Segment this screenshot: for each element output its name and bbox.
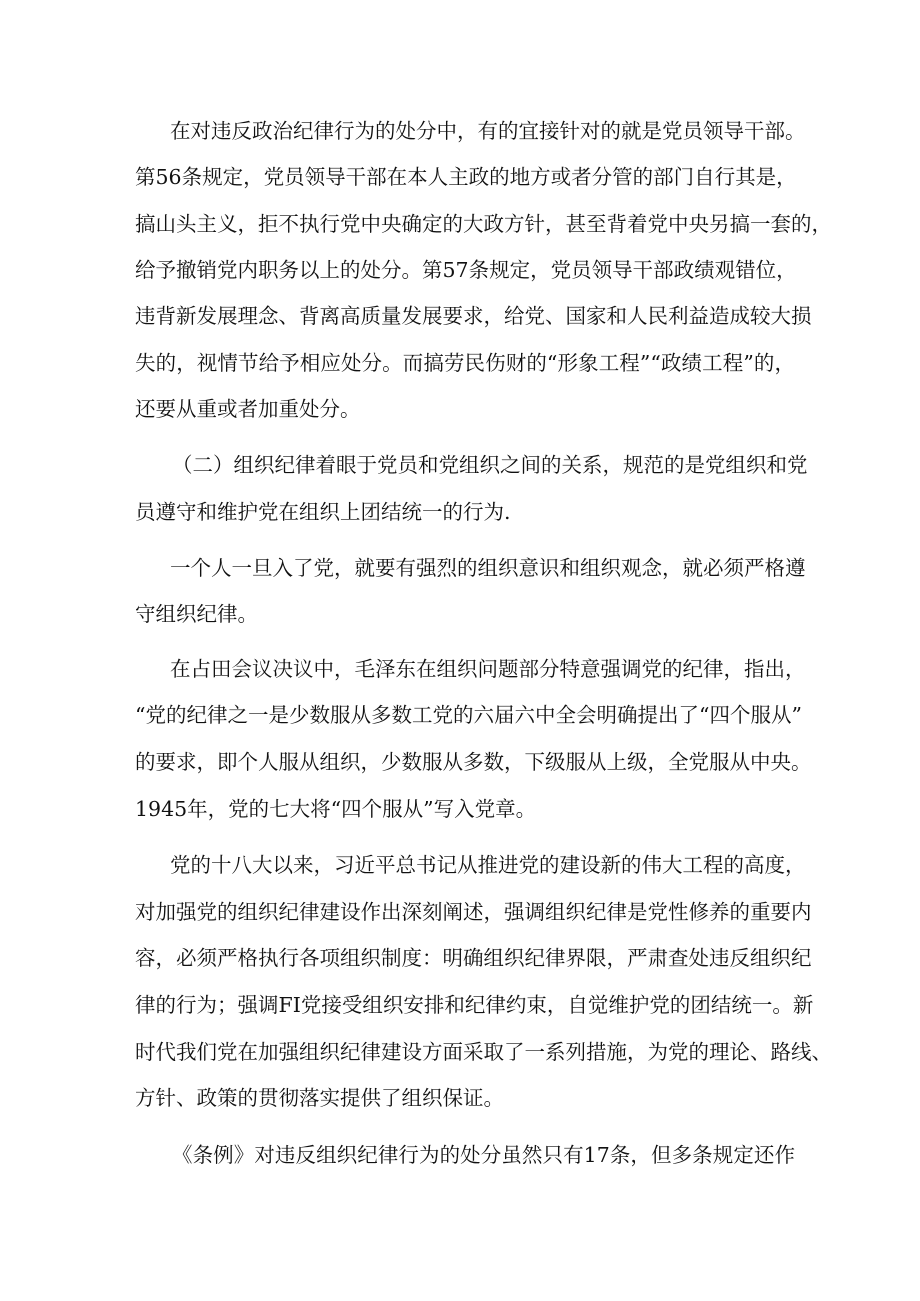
paragraph-4-line-3: 容，必须严格执行各项组织制度：明确组织纪律界限，严肃查处违反组织纪 (135, 946, 812, 970)
paragraph-2-line-1: 一个人一旦入了党，就要有强烈的组织意识和组织观念，就必须严格遵 (170, 556, 806, 580)
paragraph-2-line-2: 守组织纪律。 (135, 602, 258, 626)
paragraph-4-line-6: 方针、政策的贯彻落实提供了组织保证。 (135, 1086, 504, 1110)
section-heading-line-1: （二）组织纪律着眼于党员和党组织之间的关系，规范的是党组织和党 (172, 453, 808, 477)
paragraph-4-line-5: 时代我们党在加强组织纪律建设方面采取了一系列措施，为党的理论、路线、 (135, 1040, 832, 1064)
paragraph-3-line-1: 在占田会议决议中，毛泽东在组织问题部分特意强调党的纪律，指出， (170, 657, 806, 681)
paragraph-4-line-1: 党的十八大以来，习近平总书记从推进党的建设新的伟大工程的高度， (170, 853, 806, 877)
paragraph-5-line-1: 《条例》对违反组织纪律行为的处分虽然只有17条，但多条规定还作 (172, 1143, 795, 1167)
paragraph-1-line-6: 失的，视情节给予相应处分。而搞劳民伤财的“形象工程”“政绩工程”的， (135, 351, 795, 375)
paragraph-4-line-2: 对加强党的组织纪律建设作出深刻阐述，强调组织纪律是党性修养的重要内 (135, 900, 812, 924)
paragraph-3-line-3: 的要求，即个人服从组织，少数服从多数，下级服从上级，全党服从中央。 (135, 750, 812, 774)
paragraph-1-line-4: 给予撤销党内职务以上的处分。第57条规定，党员领导干部政绩观错位， (135, 258, 797, 282)
paragraph-1-line-3: 搞山头主义，拒不执行党中央确定的大政方针，甚至背着党中央另搞一套的， (135, 212, 832, 236)
paragraph-3-line-2: “党的纪律之一是少数服从多数工党的六届六中全会明确提出了“四个服从” (135, 703, 802, 727)
paragraph-4-line-4: 律的行为；强调FI党接受组织安排和纪律约束，自觉维护党的团结统一。新 (135, 993, 814, 1017)
paragraph-1-line-7: 还要从重或者加重处分。 (135, 397, 361, 421)
paragraph-1-line-5: 违背新发展理念、背离高质量发展要求，给党、国家和人民利益造成较大损 (135, 304, 812, 328)
section-heading-line-2: 员遵守和维护党在组织上团结统一的行为. (135, 500, 511, 524)
paragraph-1-line-2: 第56条规定，党员领导干部在本人主政的地方或者分管的部门自行其是， (135, 165, 797, 189)
paragraph-1-line-1: 在对违反政治纪律行为的处分中，有的宜接针对的就是党员领导干部。 (170, 119, 806, 143)
paragraph-3-line-4: 1945年，党的七大将“四个服从”写入党章。 (135, 797, 537, 821)
